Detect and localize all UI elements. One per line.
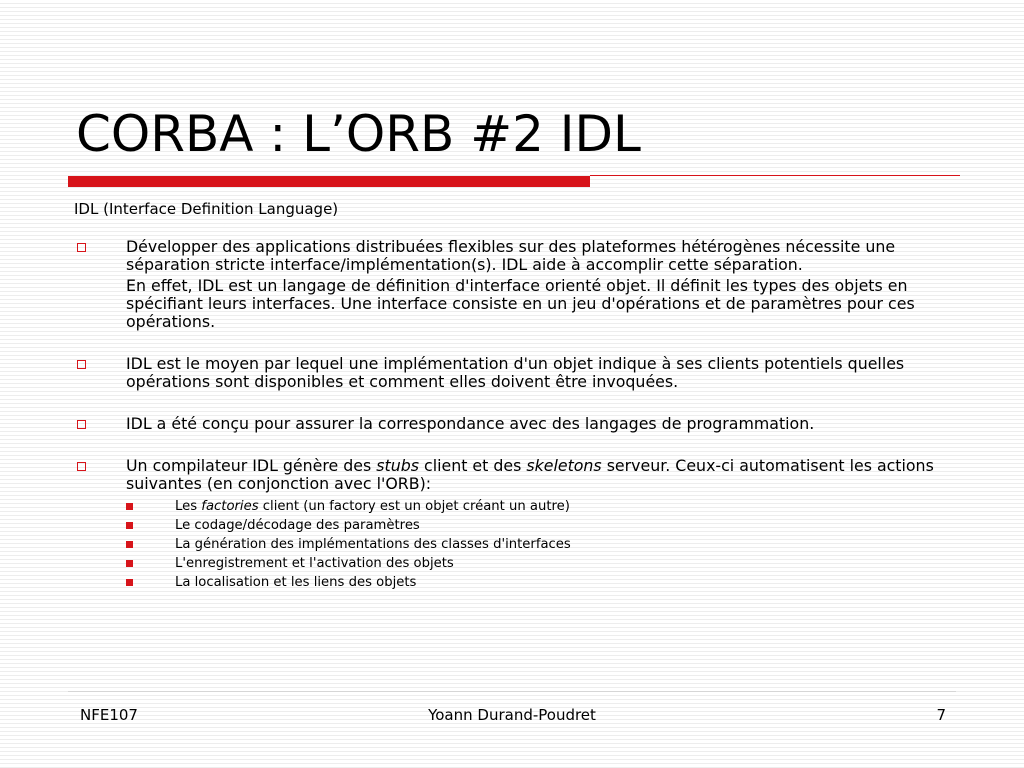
bullet-3 [74,415,954,433]
bullet-1-paragraph-1: Développer des applications distribuées flexibles sur des plateformes hétérogènes nécessite une séparation stricte interface/implémentation(s). IDL aide à accomplir cette séparation. [126,237,896,274]
bullet-4-text: Un compilateur IDL génère des stubs client et des skeletons serveur. Ceux-ci automatisent les actions suivantes (en conjonction avec l'ORB): [126,456,934,493]
hollow-square-bullet-icon [77,243,86,252]
title-underline-line [590,175,960,176]
filled-square-bullet-icon [126,522,133,529]
filled-square-bullet-icon [126,541,133,548]
sub-bullet-item: La localisation et les liens des objets [126,573,954,592]
footer-course-code: NFE107 [80,706,138,724]
filled-square-bullet-icon [126,503,133,510]
factories-term: factories [201,499,259,514]
filled-square-bullet-icon [126,560,133,567]
bullet-4 [74,457,954,592]
slide-subtitle: IDL (Interface Definition Language) [74,200,339,218]
bullet-1-paragraph-2: En effet, IDL est un langage de définition d'interface orienté objet. Il définit les types des objets en spécifiant leurs interfaces. Une interface consiste en un jeu d'opérations et de paramètres pour ces opérations. [126,276,915,331]
sub-bullet-list [126,497,954,592]
footer-divider [68,691,956,692]
sub-bullet-item: La génération des implémentations des classes d'interfaces [126,535,954,554]
slide-content [74,200,954,616]
filled-square-bullet-icon [126,579,133,586]
sub-bullet-item: Le codage/décodage des paramètres [126,516,954,535]
stubs-term: stubs [376,456,419,475]
slide-title: CORBA : L’ORB #2 IDL [76,105,641,163]
bullet-1 [74,238,954,331]
sub-bullet-item: Les factories client (un factory est un objet créant un autre) [126,497,954,516]
bullet-2-text: IDL est le moyen par lequel une implémentation d'un objet indique à ses clients potentiels quelles opérations sont disponibles et comment elles doivent être invoquées. [126,354,905,391]
hollow-square-bullet-icon [77,420,86,429]
skeletons-term: skeletons [526,456,602,475]
footer-page-number: 7 [936,706,946,724]
bullet-3-text: IDL a été conçu pour assurer la correspondance avec des langages de programmation. [126,414,815,433]
sub-bullet-item: L'enregistrement et l'activation des objets [126,554,954,573]
footer-author: Yoann Durand-Poudret [428,706,596,724]
bullet-2 [74,355,954,391]
title-underline-bar [68,176,590,187]
hollow-square-bullet-icon [77,360,86,369]
hollow-square-bullet-icon [77,462,86,471]
